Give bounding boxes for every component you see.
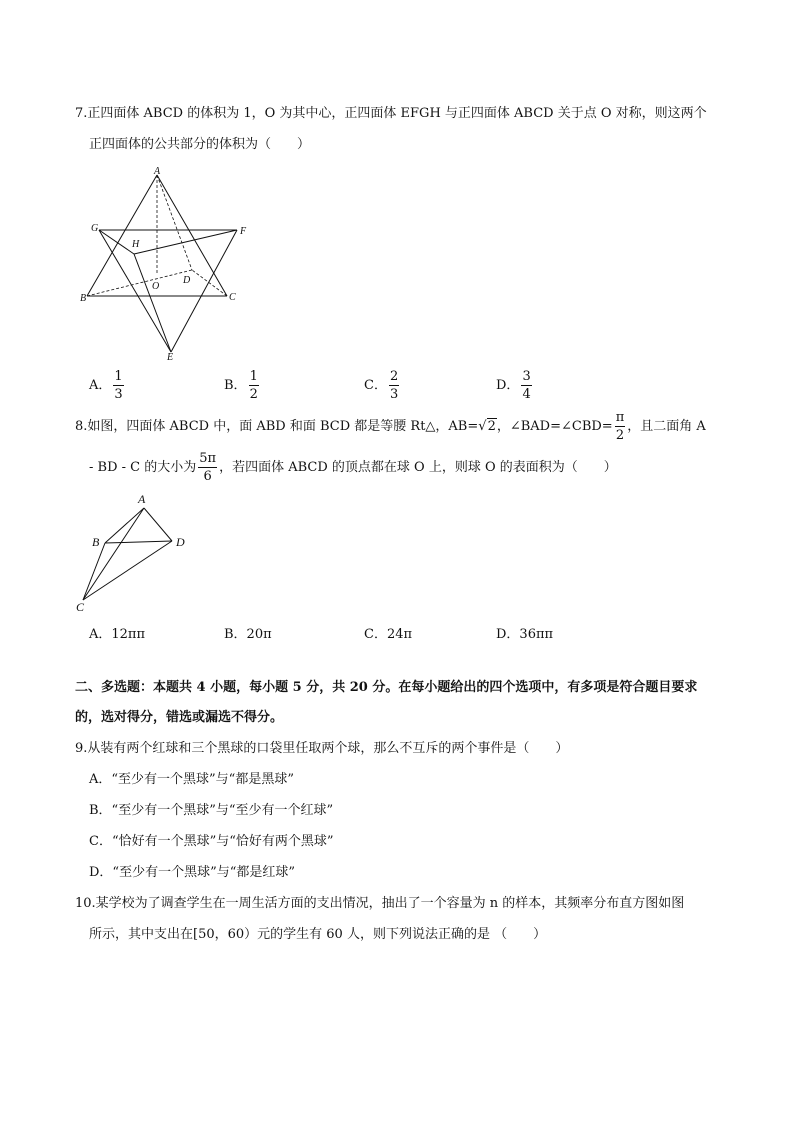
edge-BD	[87, 270, 192, 296]
q8-option-c[interactable]: C．24π	[364, 627, 413, 642]
q8-option-a[interactable]: A．12ππ	[89, 627, 146, 642]
q9-option-b[interactable]: B．“至少有一个黑球”与“至少有一个红球”	[89, 803, 334, 818]
q7-option-b-fraction	[249, 370, 259, 401]
edge-AB	[87, 175, 160, 296]
q8-stem-line1	[75, 411, 706, 442]
q8-angle-den: 2	[615, 428, 625, 443]
label-F: F	[240, 226, 247, 237]
label-H: H	[132, 239, 140, 250]
edge-AD	[144, 508, 172, 541]
label-A: A	[154, 166, 161, 177]
q7-stem-line2: 正四面体的公共部分的体积为（ ）	[89, 137, 311, 152]
q8-l2a: - BD - C 的大小为	[89, 460, 197, 475]
label-D: D	[183, 275, 191, 286]
label-C: C	[76, 600, 85, 614]
q8-dihedral-fraction	[198, 452, 217, 483]
q9-option-c[interactable]: C．“恰好有一个黑球”与“恰好有两个黑球”	[89, 834, 334, 849]
edge-DC	[83, 541, 172, 600]
edge-AC	[157, 175, 227, 296]
label-C: C	[229, 292, 236, 303]
edge-FE	[171, 230, 237, 352]
edge-AD	[157, 175, 192, 270]
q8-stem-line2	[89, 452, 617, 483]
edge-HE	[134, 254, 171, 352]
q8-sqrt: √2	[478, 419, 496, 434]
q7-option-c-letter: C．	[364, 378, 387, 393]
q8-l1c: ，且二面角 A	[627, 419, 706, 434]
q7-option-b-num: 1	[249, 369, 258, 384]
q8-l1b: ，∠BAD=∠CBD=	[496, 419, 613, 434]
q9-stem: 9.从装有两个红球和三个黑球的口袋里任取两个球，那么不互斥的两个事件是（ ）	[75, 741, 569, 756]
q8-l1a: 8.如图，四面体 ABCD 中，面 ABD 和面 BCD 都是等腰 Rt△，AB=	[75, 419, 479, 434]
q7-option-a-den: 3	[114, 387, 123, 402]
q7-option-c-num: 2	[389, 369, 399, 384]
q7-option-b-den: 2	[249, 387, 258, 402]
edge-AC	[83, 508, 144, 600]
q7-figure-star-tetrahedra	[80, 165, 260, 365]
q9-option-d[interactable]: D．“至少有一个黑球”与“都是红球”	[89, 865, 296, 880]
q7-option-a-letter: A．	[89, 378, 112, 393]
q10-stem-line1: 10.某学校为了调查学生在一周生活方面的支出情况，抽出了一个容量为 n 的样本，其频率分布直方图如图	[75, 896, 685, 911]
label-O: O	[152, 281, 160, 292]
q8-option-b[interactable]: B．20π	[224, 627, 272, 642]
q7-option-d[interactable]	[496, 370, 534, 401]
edge-GH	[99, 230, 134, 254]
q7-option-a-fraction	[113, 370, 123, 401]
q8-figure-tetrahedron	[74, 490, 204, 615]
q7-option-d-fraction	[521, 370, 531, 401]
label-B: B	[92, 535, 100, 549]
q7-option-d-num: 3	[522, 369, 531, 384]
q7-option-c-den: 3	[389, 387, 399, 402]
q7-option-a-num: 1	[114, 369, 123, 384]
label-G: G	[91, 223, 99, 234]
q10-stem-line2: 所示，其中支出在[50，60）元的学生有 60 人，则下列说法正确的是 （ ）	[89, 927, 547, 942]
q8-dihedral-den: 6	[198, 467, 217, 483]
q8-angle-fraction	[615, 411, 626, 442]
edge-BD	[105, 541, 172, 543]
q7-option-c[interactable]	[364, 370, 401, 401]
q7-option-d-letter: D．	[496, 378, 520, 393]
label-B: B	[80, 293, 87, 304]
edge-HF	[134, 230, 237, 254]
section2-title: 二、多选题：本题共 4 小题，每小题 5 分，共 20 分。在每小题给出的四个选项中，有多项是符合题目要求	[75, 680, 698, 695]
q7-option-b-letter: B．	[224, 378, 247, 393]
q7-stem-line1: 7.正四面体 ABCD 的体积为 1，O 为其中心，正四面体 EFGH 与正四面体 ABCD 关于点 O 对称，则这两个	[75, 106, 707, 121]
label-D: D	[176, 535, 185, 549]
label-A: A	[138, 492, 146, 506]
q7-option-b[interactable]	[224, 370, 261, 401]
q8-option-d[interactable]: D．36ππ	[496, 627, 554, 642]
q8-l2b: ，若四面体 ABCD 的顶点都在球 O 上，则球 O 的表面积为（ ）	[219, 460, 617, 475]
label-E: E	[167, 352, 174, 363]
q7-option-c-fraction	[389, 370, 399, 401]
section2-title-line2: 的，选对得分，错选或漏选不得分。	[75, 710, 284, 725]
q9-option-a[interactable]: A．“至少有一个黑球”与“都是黑球”	[89, 772, 294, 787]
q8-sqrt-radicand: 2	[487, 419, 496, 434]
q8-angle-num: π	[615, 410, 625, 425]
q7-option-d-den: 4	[522, 387, 531, 402]
q8-dihedral-num: 5π	[199, 451, 217, 466]
edge-CD	[192, 270, 227, 296]
q7-option-a[interactable]	[89, 370, 126, 401]
